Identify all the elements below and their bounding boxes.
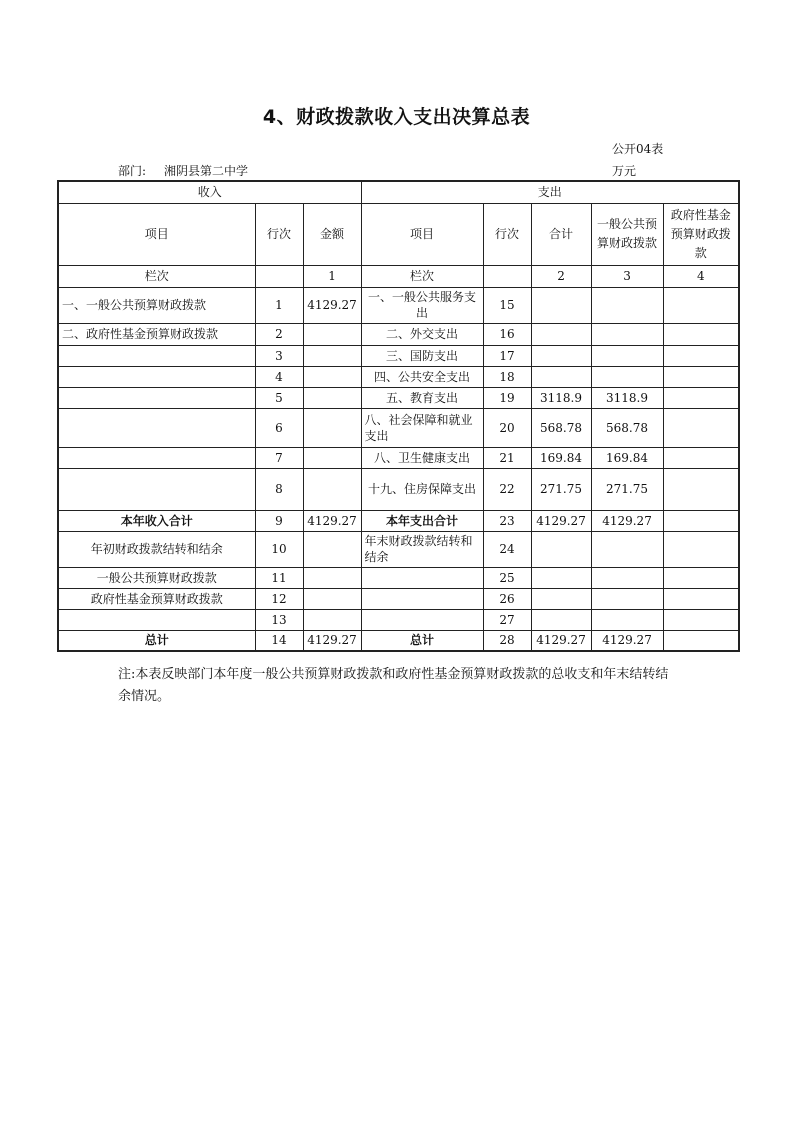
income-amount-cell <box>303 531 361 567</box>
expense-item-cell: 年末财政拨款结转和结余 <box>361 531 483 567</box>
income-line-cell: 14 <box>255 630 303 651</box>
income-amount-cell <box>303 468 361 510</box>
expense-line-cell: 28 <box>483 630 531 651</box>
expense-line-cell: 22 <box>483 468 531 510</box>
table-row <box>58 323 739 345</box>
expense-fund-budget-cell <box>663 323 739 345</box>
index-amount: 1 <box>303 265 361 287</box>
expense-general-budget-cell: 3118.9 <box>591 387 663 408</box>
index-label-expense: 栏次 <box>361 265 483 287</box>
income-line-cell: 13 <box>255 609 303 630</box>
table-row <box>58 567 739 588</box>
income-line-cell: 4 <box>255 366 303 387</box>
col-header-total: 合计 <box>531 203 591 265</box>
expense-line-cell: 17 <box>483 345 531 366</box>
income-line-cell: 5 <box>255 387 303 408</box>
expense-fund-budget-cell <box>663 630 739 651</box>
expense-fund-budget-cell <box>663 287 739 323</box>
expense-general-budget-cell <box>591 366 663 387</box>
expense-total-cell: 4129.27 <box>531 510 591 531</box>
income-amount-cell <box>303 323 361 345</box>
expense-item-cell: 总计 <box>361 630 483 651</box>
table-row <box>58 531 739 567</box>
expense-item-cell <box>361 567 483 588</box>
expense-total-cell <box>531 588 591 609</box>
index-total: 2 <box>531 265 591 287</box>
income-amount-cell: 4129.27 <box>303 630 361 651</box>
expense-total-cell <box>531 323 591 345</box>
expense-line-cell: 21 <box>483 447 531 468</box>
income-item-cell: 一般公共预算财政拨款 <box>58 567 255 588</box>
expense-line-cell: 16 <box>483 323 531 345</box>
expense-total-cell <box>531 345 591 366</box>
income-item-cell <box>58 447 255 468</box>
expense-total-cell: 169.84 <box>531 447 591 468</box>
col-header-general-budget: 一般公共预算财政拨款 <box>591 203 663 265</box>
index-line <box>255 265 303 287</box>
table-row <box>58 609 739 630</box>
col-header-item-expense: 项目 <box>361 203 483 265</box>
expense-general-budget-cell <box>591 588 663 609</box>
grand-total-rows <box>58 630 739 651</box>
expense-general-budget-cell: 568.78 <box>591 408 663 447</box>
expense-general-budget-cell: 271.75 <box>591 468 663 510</box>
income-line-cell: 6 <box>255 408 303 447</box>
expense-fund-budget-cell <box>663 531 739 567</box>
income-group-header: 收入 <box>58 181 361 203</box>
income-item-cell: 一、一般公共预算财政拨款 <box>58 287 255 323</box>
col-header-item: 项目 <box>58 203 255 265</box>
income-amount-cell: 4129.27 <box>303 287 361 323</box>
expense-general-budget-cell: 169.84 <box>591 447 663 468</box>
group-header-row <box>58 181 739 203</box>
col-header-fund-budget: 政府性基金预算财政拨款 <box>663 203 739 265</box>
expense-line-cell: 26 <box>483 588 531 609</box>
expense-total-cell <box>531 567 591 588</box>
dept-name: 湘阴县第二中学 <box>164 164 249 178</box>
income-line-cell: 1 <box>255 287 303 323</box>
table-row <box>58 387 739 408</box>
expense-line-cell: 23 <box>483 510 531 531</box>
table-row <box>58 366 739 387</box>
footnote: 注:本表反映部门本年度一般公共预算财政拨款和政府性基金预算财政拨款的总收支和年末结转结余情况。 <box>118 667 669 704</box>
expense-general-budget-cell <box>591 567 663 588</box>
data-rows <box>58 287 739 510</box>
expense-item-cell: 一、一般公共服务支出 <box>361 287 483 323</box>
table-row <box>58 447 739 468</box>
year-total-rows <box>58 510 739 531</box>
table-row <box>58 468 739 510</box>
fiscal-summary-table <box>57 180 740 652</box>
expense-line-cell: 25 <box>483 567 531 588</box>
dept-label: 部门: <box>118 164 147 178</box>
unit-label: 万元 <box>612 164 637 178</box>
income-item-cell: 政府性基金预算财政拨款 <box>58 588 255 609</box>
expense-total-cell <box>531 609 591 630</box>
expense-item-cell: 五、教育支出 <box>361 387 483 408</box>
expense-fund-budget-cell <box>663 588 739 609</box>
income-item-cell: 总计 <box>58 630 255 651</box>
expense-line-cell: 15 <box>483 287 531 323</box>
table-row <box>58 588 739 609</box>
expense-line-cell: 27 <box>483 609 531 630</box>
expense-fund-budget-cell <box>663 510 739 531</box>
income-amount-cell <box>303 408 361 447</box>
expense-item-cell: 十九、住房保障支出 <box>361 468 483 510</box>
income-line-cell: 2 <box>255 323 303 345</box>
index-label: 栏次 <box>58 265 255 287</box>
expense-general-budget-cell <box>591 609 663 630</box>
income-amount-cell <box>303 567 361 588</box>
table-row <box>58 408 739 447</box>
expense-fund-budget-cell <box>663 345 739 366</box>
income-amount-cell <box>303 588 361 609</box>
expense-general-budget-cell <box>591 531 663 567</box>
income-item-cell <box>58 468 255 510</box>
expense-item-cell <box>361 609 483 630</box>
income-amount-cell <box>303 447 361 468</box>
expense-item-cell: 二、外交支出 <box>361 323 483 345</box>
form-code: 公开04表 <box>612 142 664 156</box>
department <box>118 162 248 179</box>
income-item-cell <box>58 387 255 408</box>
table-row <box>58 287 739 323</box>
expense-line-cell: 20 <box>483 408 531 447</box>
expense-total-cell: 271.75 <box>531 468 591 510</box>
income-item-cell <box>58 366 255 387</box>
expense-fund-budget-cell <box>663 387 739 408</box>
column-index-row <box>58 265 739 287</box>
expense-total-cell <box>531 531 591 567</box>
expense-item-cell: 八、社会保障和就业支出 <box>361 408 483 447</box>
expense-fund-budget-cell <box>663 609 739 630</box>
expense-general-budget-cell <box>591 345 663 366</box>
expense-item-cell: 八、卫生健康支出 <box>361 447 483 468</box>
income-amount-cell: 4129.27 <box>303 510 361 531</box>
expense-fund-budget-cell <box>663 567 739 588</box>
index-general: 3 <box>591 265 663 287</box>
col-header-line-expense: 行次 <box>483 203 531 265</box>
expense-general-budget-cell: 4129.27 <box>591 630 663 651</box>
income-amount-cell <box>303 387 361 408</box>
income-item-cell <box>58 609 255 630</box>
expense-total-cell <box>531 366 591 387</box>
col-header-amount: 金额 <box>303 203 361 265</box>
index-fund: 4 <box>663 265 739 287</box>
income-line-cell: 9 <box>255 510 303 531</box>
expense-item-cell: 四、公共安全支出 <box>361 366 483 387</box>
expense-fund-budget-cell <box>663 408 739 447</box>
income-amount-cell <box>303 345 361 366</box>
income-line-cell: 10 <box>255 531 303 567</box>
income-item-cell: 年初财政拨款结转和结余 <box>58 531 255 567</box>
expense-group-header: 支出 <box>361 181 739 203</box>
income-line-cell: 7 <box>255 447 303 468</box>
income-item-cell: 本年收入合计 <box>58 510 255 531</box>
income-amount-cell <box>303 609 361 630</box>
expense-item-cell: 本年支出合计 <box>361 510 483 531</box>
expense-total-cell: 568.78 <box>531 408 591 447</box>
expense-total-cell <box>531 287 591 323</box>
expense-total-cell: 3118.9 <box>531 387 591 408</box>
expense-line-cell: 18 <box>483 366 531 387</box>
expense-fund-budget-cell <box>663 366 739 387</box>
expense-fund-budget-cell <box>663 468 739 510</box>
expense-line-cell: 19 <box>483 387 531 408</box>
expense-general-budget-cell: 4129.27 <box>591 510 663 531</box>
index-line-expense <box>483 265 531 287</box>
column-header-row <box>58 203 739 265</box>
income-amount-cell <box>303 366 361 387</box>
income-line-cell: 11 <box>255 567 303 588</box>
income-line-cell: 3 <box>255 345 303 366</box>
table-row <box>58 510 739 531</box>
expense-general-budget-cell <box>591 323 663 345</box>
carry-rows <box>58 531 739 630</box>
table-row <box>58 345 739 366</box>
expense-fund-budget-cell <box>663 447 739 468</box>
income-line-cell: 8 <box>255 468 303 510</box>
expense-line-cell: 24 <box>483 531 531 567</box>
expense-general-budget-cell <box>591 287 663 323</box>
expense-total-cell: 4129.27 <box>531 630 591 651</box>
expense-item-cell <box>361 588 483 609</box>
income-line-cell: 12 <box>255 588 303 609</box>
expense-item-cell: 三、国防支出 <box>361 345 483 366</box>
income-item-cell: 二、政府性基金预算财政拨款 <box>58 323 255 345</box>
income-item-cell <box>58 408 255 447</box>
income-item-cell <box>58 345 255 366</box>
col-header-line: 行次 <box>255 203 303 265</box>
page-title: 4、财政拨款收入支出决算总表 <box>262 106 531 128</box>
table-row <box>58 630 739 651</box>
